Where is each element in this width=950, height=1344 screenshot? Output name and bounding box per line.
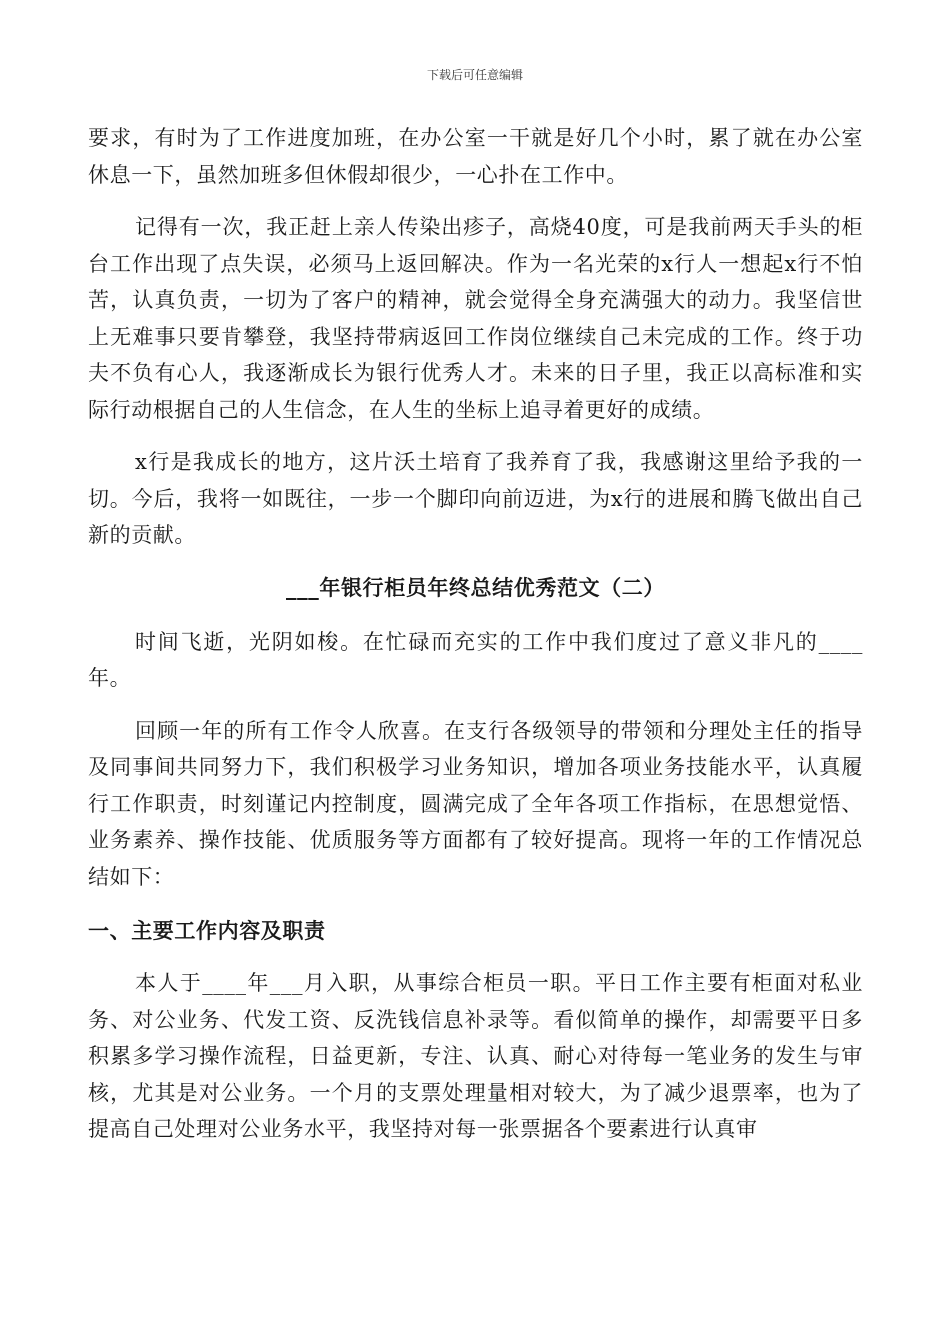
page-header: 下载后可任意编辑 [426,68,523,82]
paragraph-gratitude: x行是我成长的地方，这片沃土培育了我养育了我，我感谢这里给予我的一切。今后，我将一如既往，一步一个脚印向前迈进，为x行的进展和腾飞做出自己新的贡献。 [88,450,863,547]
document-body [88,120,863,1164]
paragraph-review: 回顾一年的所有工作令人欣喜。在支行各级领导的带领和分理处主任的指导及同事间共同努力下，我们积极学习业务知识，增加各项业务技能水平，认真履行工作职责，时刻谨记内控制度，圆满完成了全年各项工作指标，在思想觉悟、业务素养、操作技能、优质服务等方面都有了较好提高。现将一年的工作情况总结如下： [88,718,863,889]
paragraph-illness-story: 记得有一次，我正赶上亲人传染出疹子，高烧40度，可是我前两天手头的柜台工作出现了点失误，必须马上返回解决。作为一名光荣的x行人一想起x行不怕苦，认真负责，一切为了客户的精神，就会觉得全身充满强大的动力。我坚信世上无难事只要肯攀登，我坚持带病返回工作岗位继续自己未完成的工作。终于功夫不负有心人，我逐渐成长为银行优秀人才。未来的日子里，我正以高标准和实际行动根据自己的人生信念，在人生的坐标上追寻着更好的成绩。 [88,215,863,422]
paragraph-intro: 时间飞逝，光阴如梭。在忙碌而充实的工作中我们度过了意义非凡的____年。 [88,629,863,690]
article-title: ___年银行柜员年终总结优秀范文（二） [286,574,665,600]
paragraph-continuation: 要求，有时为了工作进度加班，在办公室一干就是好几个小时，累了就在办公室休息一下，虽然加班多但休假却很少，一心扑在工作中。 [88,126,863,187]
paragraph-duties: 本人于____年___月入职，从事综合柜员一职。平日工作主要有柜面对私业务、对公业务、代发工资、反洗钱信息补录等。看似简单的操作，却需要平日多积累多学习操作流程，日益更新，专注、认真、耐心对待每一笔业务的发生与审核，尤其是对公业务。一个月的支票处理量相对较大，为了减少退票率，也为了提高自己处理对公业务水平，我坚持对每一张票据各个要素进行认真审 [88,971,863,1141]
section-heading: 一、主要工作内容及职责 [88,918,326,943]
